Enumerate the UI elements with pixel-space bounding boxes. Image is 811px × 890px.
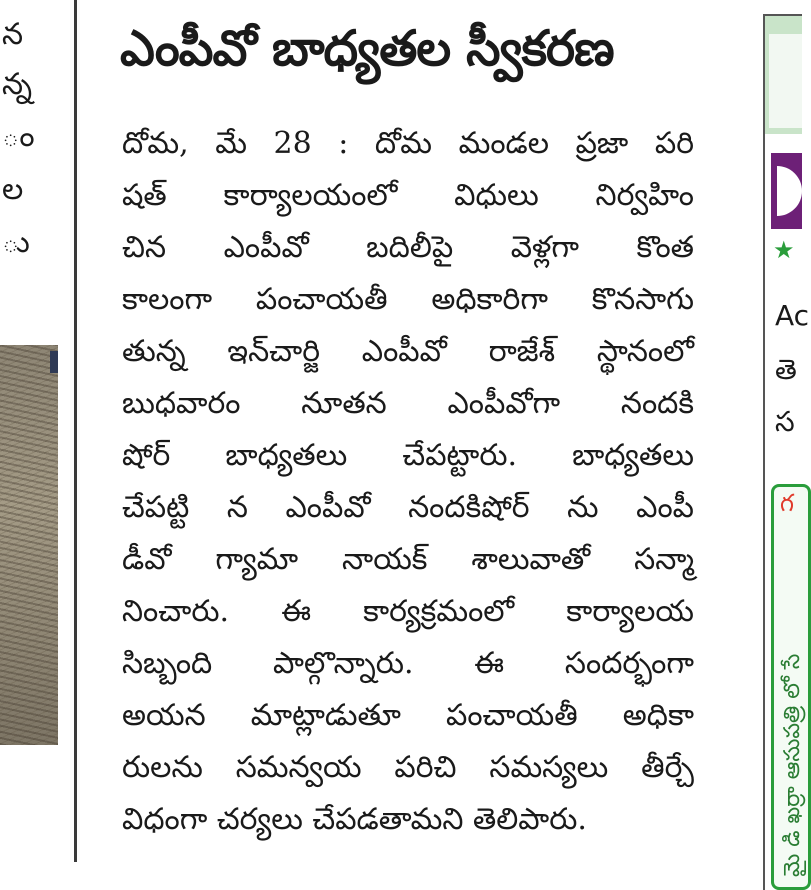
ad-text: తె bbox=[775, 353, 797, 386]
article-line: కాలంగా పంచాయతీ అధికారిగా కొనసాగు bbox=[122, 282, 694, 317]
article-line: నించారు. ఈ కార్యక్రమంలో కార్యాలయ bbox=[122, 594, 694, 629]
left-column-text: ం bbox=[2, 119, 35, 154]
ad-box-text: మై డి ఖర్రా ఆసుపత్రి లో సే bbox=[780, 653, 805, 877]
article-line: విధంగా చర్యలు చేపడతామని తెలిపారు. bbox=[122, 802, 587, 837]
article-line: షోర్ బాధ్యతలు చేపట్టారు. బాధ్యతలు bbox=[122, 438, 694, 473]
left-column-text: న bbox=[2, 17, 24, 52]
article-line: షత్ కార్యాలయంలో విధులు నిర్వహిం bbox=[122, 178, 694, 213]
ad-text: స bbox=[775, 405, 795, 438]
column-divider bbox=[74, 0, 77, 862]
advertisement-panel bbox=[763, 14, 810, 890]
article-line: చిన ఎంపీవో బదిలీపై వెళ్లగా కొంత bbox=[122, 230, 694, 265]
ad-white-inset bbox=[769, 34, 802, 128]
ad-green-box bbox=[771, 484, 811, 890]
article-line: దోమ, మే 28 : దోమ మండల ప్రజా పరి bbox=[122, 126, 694, 161]
left-column-text: న్న bbox=[2, 67, 32, 102]
article-line: అయన మాట్లాడుతూ పంచాయతీ అధికా bbox=[122, 698, 694, 733]
ad-box-mark: గ bbox=[780, 489, 794, 517]
left-column-text: ల bbox=[2, 172, 24, 207]
left-column-fragment bbox=[0, 0, 68, 888]
left-column-text: ు bbox=[2, 225, 30, 260]
article-body bbox=[122, 118, 694, 846]
article-line: సిబ్బంది పాల్గొన్నారు. ఈ సందర్భంగా bbox=[122, 646, 694, 681]
article-line: బుధవారం నూతన ఎంపీవోగా నందకి bbox=[122, 386, 694, 421]
article-line: డీవో గ్యామా నాయక్ శాలువాతో సన్మా bbox=[122, 542, 694, 577]
article-line: తున్న ఇన్‌చార్జి ఎంపీవో రాజేశ్ స్థానంలో bbox=[122, 334, 694, 369]
article-headline: ఎంపీవో బాధ్యతల స్వీకరణ bbox=[120, 20, 614, 77]
news-photo bbox=[0, 345, 58, 745]
ad-text: Ac bbox=[775, 299, 810, 332]
article-line: రులను సమన్వయ పరిచి సమస్యలు తీర్చే bbox=[122, 750, 694, 785]
star-icon: ★ bbox=[773, 236, 795, 264]
article-line: చేపట్టి న ఎంపీవో నందకిషోర్ ను ఎంపీ bbox=[122, 490, 694, 525]
